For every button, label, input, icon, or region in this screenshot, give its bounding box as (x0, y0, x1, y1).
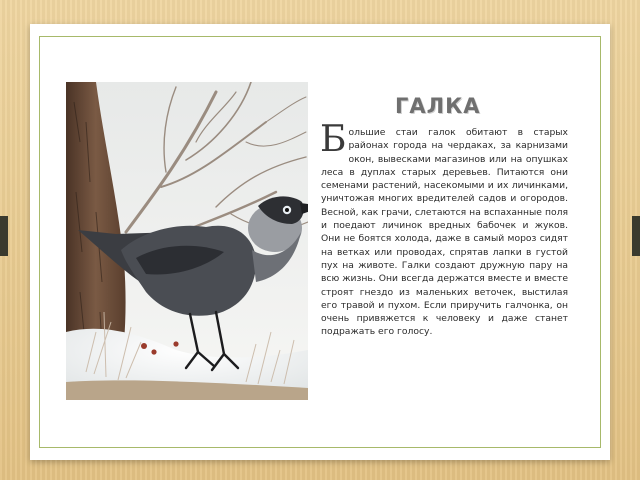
article-body: ольшие стаи галок обитают в старых районах города на чердаках, за карнизами окон, вывесками магазинов или на опушках леса в дуплах старых деревьев. Питаются они семенами растений, насекомыми и их личинками, уничтожая многих вредителей садов и огородов. Весной, как грачи, слетаются на вспаханные поля и поедают личинок вредных бабочек и жуков. Они не боятся холода, даже в самый мороз сидят на ветках или проводах, спрятав лапки в густой пух на животе. Галки создают дружную пару на всю жизнь. Они всегда держатся вместе и вместе строят гнездо из маленьких веточек, выстилая его травой и пухом. Если приручить галчонка, он очень привяжется к человеку и даже станет подражать его голосу. (321, 127, 568, 338)
right-edge-tab (632, 216, 640, 256)
left-edge-tab (0, 216, 8, 256)
book-page-card (66, 82, 570, 400)
article-paragraph (320, 119, 568, 339)
jackdaw-photo (66, 82, 308, 400)
article-text-column (321, 94, 568, 339)
drop-cap-letter: Б (320, 119, 347, 160)
article-title: ГАЛКА (395, 94, 481, 118)
slide (30, 24, 610, 460)
